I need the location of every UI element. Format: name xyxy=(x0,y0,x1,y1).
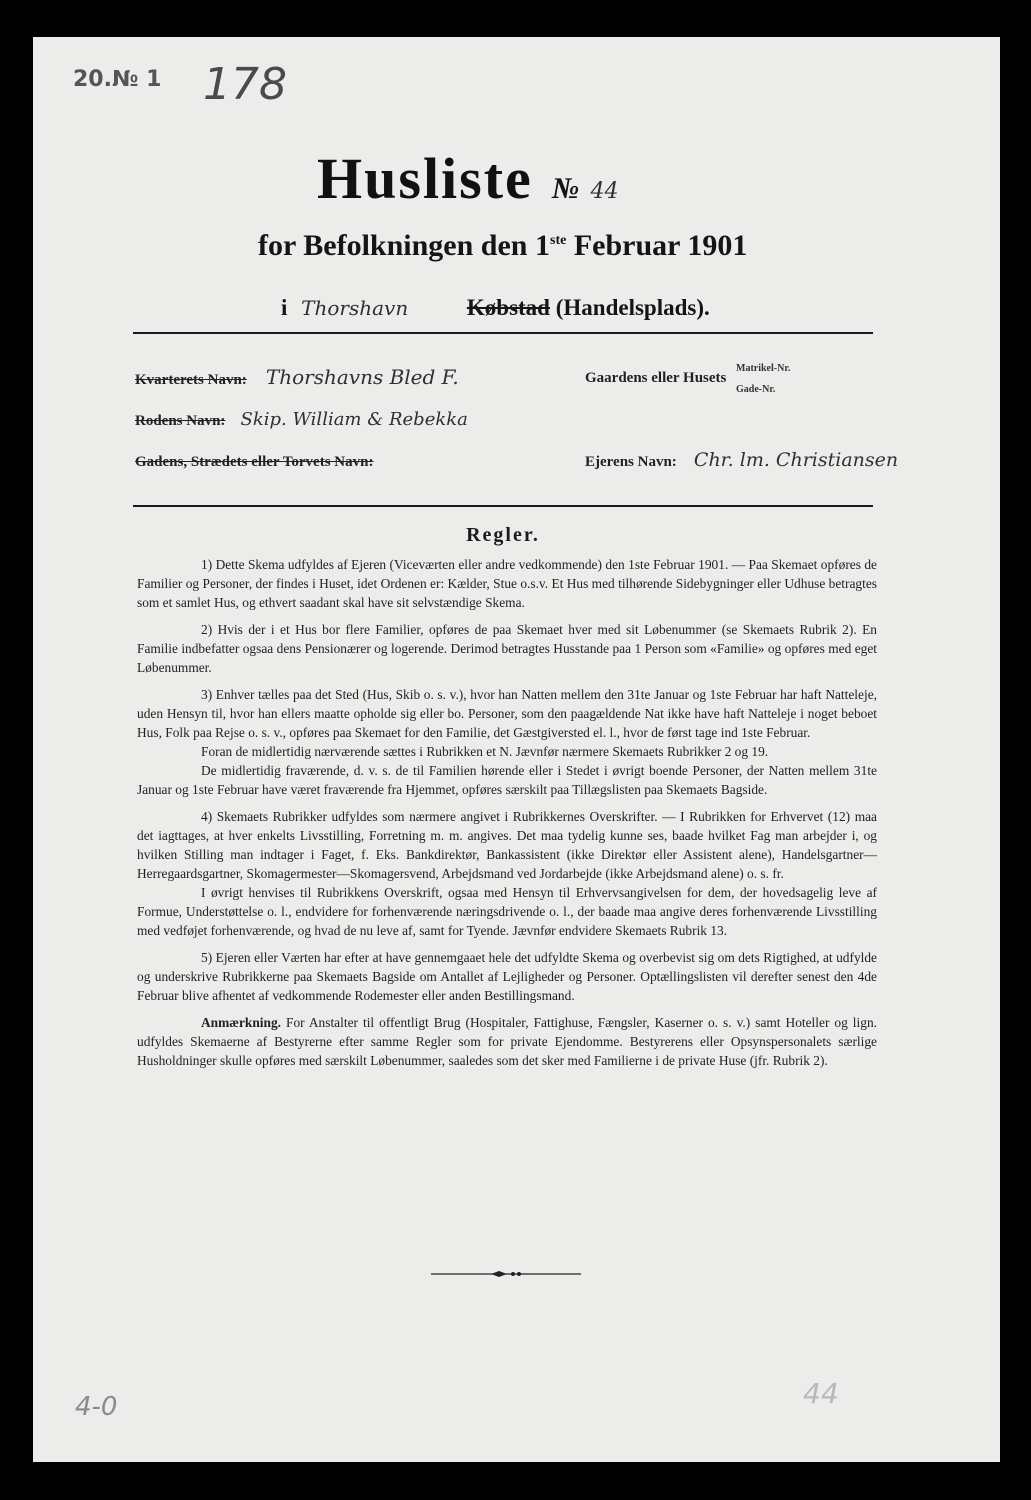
gaard-field xyxy=(585,367,726,387)
kvarter-field xyxy=(135,365,459,389)
kvarter-label: Kvarterets Navn: xyxy=(135,372,247,388)
gade-field xyxy=(135,451,373,471)
pencil-bottom-right: 44 xyxy=(803,1377,839,1410)
matrikel-label: Matrikel-Nr. xyxy=(736,363,791,374)
rule-2: 2) Hvis der i et Hus bor flere Familier, opføres de paa Skemaet hver med sit Løbenummer (se Skemaets Rubrik 2). En Familie indbefatter ogsaa dens Pensionærer og logerende. Derimod betragtes Husstande paa 1 Person som «Familie» og opføres med eget Løbenummer. xyxy=(137,622,877,675)
note-text: For Anstalter til offentligt Brug (Hospitaler, Fattighuse, Fængsler, Kaserner o. s. v.) samt Hoteller og lign. udfyldes Skemaerne af Bestyrerne efter samme Regler som for private Ejendomme. Bestyrerens eller Opsynspersonalets særlige Husholdninger skulle opføres med særskilt Løbenummer, saaledes som det sker med Familierne i de private Huse (jfr. Rubrik 2). xyxy=(137,1015,877,1068)
house-number-handwritten: 44 xyxy=(590,179,619,204)
handelsplads-label: (Handelsplads). xyxy=(555,295,710,320)
archive-stamp: 20.№ 1 xyxy=(73,67,162,92)
gadenr-label: Gade-Nr. xyxy=(736,384,776,395)
roden-value: Skip. William & Rebekka xyxy=(240,409,468,430)
roden-label: Rodens Navn: xyxy=(135,413,226,429)
number-sign: № xyxy=(551,172,580,205)
date-line-year: Februar 1901 xyxy=(566,229,748,262)
form-title xyxy=(317,145,618,212)
ornament-divider xyxy=(431,1265,581,1277)
town-prefix: i xyxy=(281,295,288,320)
kobstad-label: Købstad xyxy=(466,295,550,320)
rule-5: 5) Ejeren eller Værten har efter at have gennemgaaet hele det udfyldte Skema og overbevist sig om dets Rigtighed, at udfylde og underskrive Rubrikkerne paa Skemaets Bagside om Antallet af Lejligheder og Personer. Optællingslisten vil derefter senest den 4de Februar blive afhentet af vedkommende Rodemester eller anden Bestillingsmand. xyxy=(137,950,877,1003)
pencil-folio-number: 178 xyxy=(203,59,287,110)
pencil-bottom-left: 4-0 xyxy=(75,1392,118,1422)
census-date-line xyxy=(258,229,747,263)
town-handwritten: Thorshavn xyxy=(301,296,409,320)
rules-body xyxy=(137,555,877,1078)
census-form-sheet xyxy=(33,37,1000,1462)
town-line xyxy=(281,295,710,321)
ejer-field xyxy=(585,449,898,471)
rules-note xyxy=(137,1013,877,1070)
note-label: Anmærkning. xyxy=(201,1015,281,1030)
rules-title: Regler. xyxy=(466,524,540,546)
rule-4a: 4) Skemaets Rubrikker udfyldes som nærmere angivet i Rubrikkernes Overskrifter. — I Rubrikken for Erhvervet (12) maa det iagttages, at hver enkelts Livsstilling, Forretning m. m. angives. Det maa tydelig kunne ses, baade hvilket Fag man arbejder i, og hvilken Stilling man indtager i Faget, f. Eks. Bankdirektør, Bankassistent (ikke Direktør eller Assistent alene), Handelsgartner—Herregaardsgartner, Skomagermester—Skomagersvend, Arbejdsmand ved Jordarbejde (ikke Arbejdsmand alene) o. s. fr. xyxy=(137,809,877,881)
rule-1: 1) Dette Skema udfyldes af Ejeren (Viceværten eller andre vedkommende) den 1ste Februar 1901. — Paa Skemaet opføres de Familier og Personer, der findes i Huset, idet Ordenen er: Kælder, Stue o.s.v. Et Hus med tilhørende Sidebygninger eller Udhuse betragtes som et samlet Hus, og ethvert saadant skal have sit selvstændige Skema. xyxy=(137,557,877,610)
gade-label: Gadens, Strædets eller Torvets Navn: xyxy=(135,454,374,470)
ornament-icon xyxy=(431,1268,581,1280)
roden-field xyxy=(135,409,468,430)
gaard-number-labels xyxy=(736,357,790,399)
rule-4b: I øvrigt henvises til Rubrikkens Overskrift, ogsaa med Hensyn til Erhvervsangivelsen for dem, der hovedsagelig leve af Formue, Understøttelse o. l., endvidere for forhenværende næringsdrivende o. l., der baade maa angive deres forhenværende Livsstilling med vedføjet forhenværende, og hvad de nu leve af, samt for Tyende. Jævnfør endvidere Skemaets Rubrik 13. xyxy=(137,885,877,938)
gaard-label: Gaardens eller Husets xyxy=(585,370,727,386)
rule-3c: De midlertidig fraværende, d. v. s. de til Familien hørende eller i Stedet i øvrigt boende Personer, der Natten mellem 31te Januar og 1ste Februar have været fraværende fra Hjemmet, opføres særskilt paa Tillægslisten paa Skemaets Bagside. xyxy=(137,763,877,797)
ejer-label: Ejerens Navn: xyxy=(585,454,677,470)
title-text: Husliste xyxy=(317,146,533,211)
header-rule-bottom xyxy=(133,505,873,507)
rule-3a: 3) Enhver tælles paa det Sted (Hus, Skib o. s. v.), hvor han Natten mellem den 31te Januar og 1ste Februar har haft Natteleje, uden Hensyn til, hvor han ellers maatte opholde sig eller bo. Personer, som den paagældende Nat ikke have haft Natteleje i noget beboet Hus, Folk paa Rejse o. s. v., opføres paa Skemaet for den Familie, det Gæstgiversted el. l., hvor de først tage ind 1ste Februar. xyxy=(137,687,877,740)
rule-3b: Foran de midlertidig nærværende sættes i Rubrikken et N. Jævnfør nærmere Skemaets Rubrikker 2 og 19. xyxy=(201,744,769,759)
date-superscript: ste xyxy=(550,233,567,248)
ejer-value: Chr. lm. Christiansen xyxy=(693,449,899,471)
header-rule-top xyxy=(133,332,873,334)
date-line-text: for Befolkningen den 1 xyxy=(258,229,550,262)
kvarter-value: Thorshavns Bled F. xyxy=(265,365,459,389)
